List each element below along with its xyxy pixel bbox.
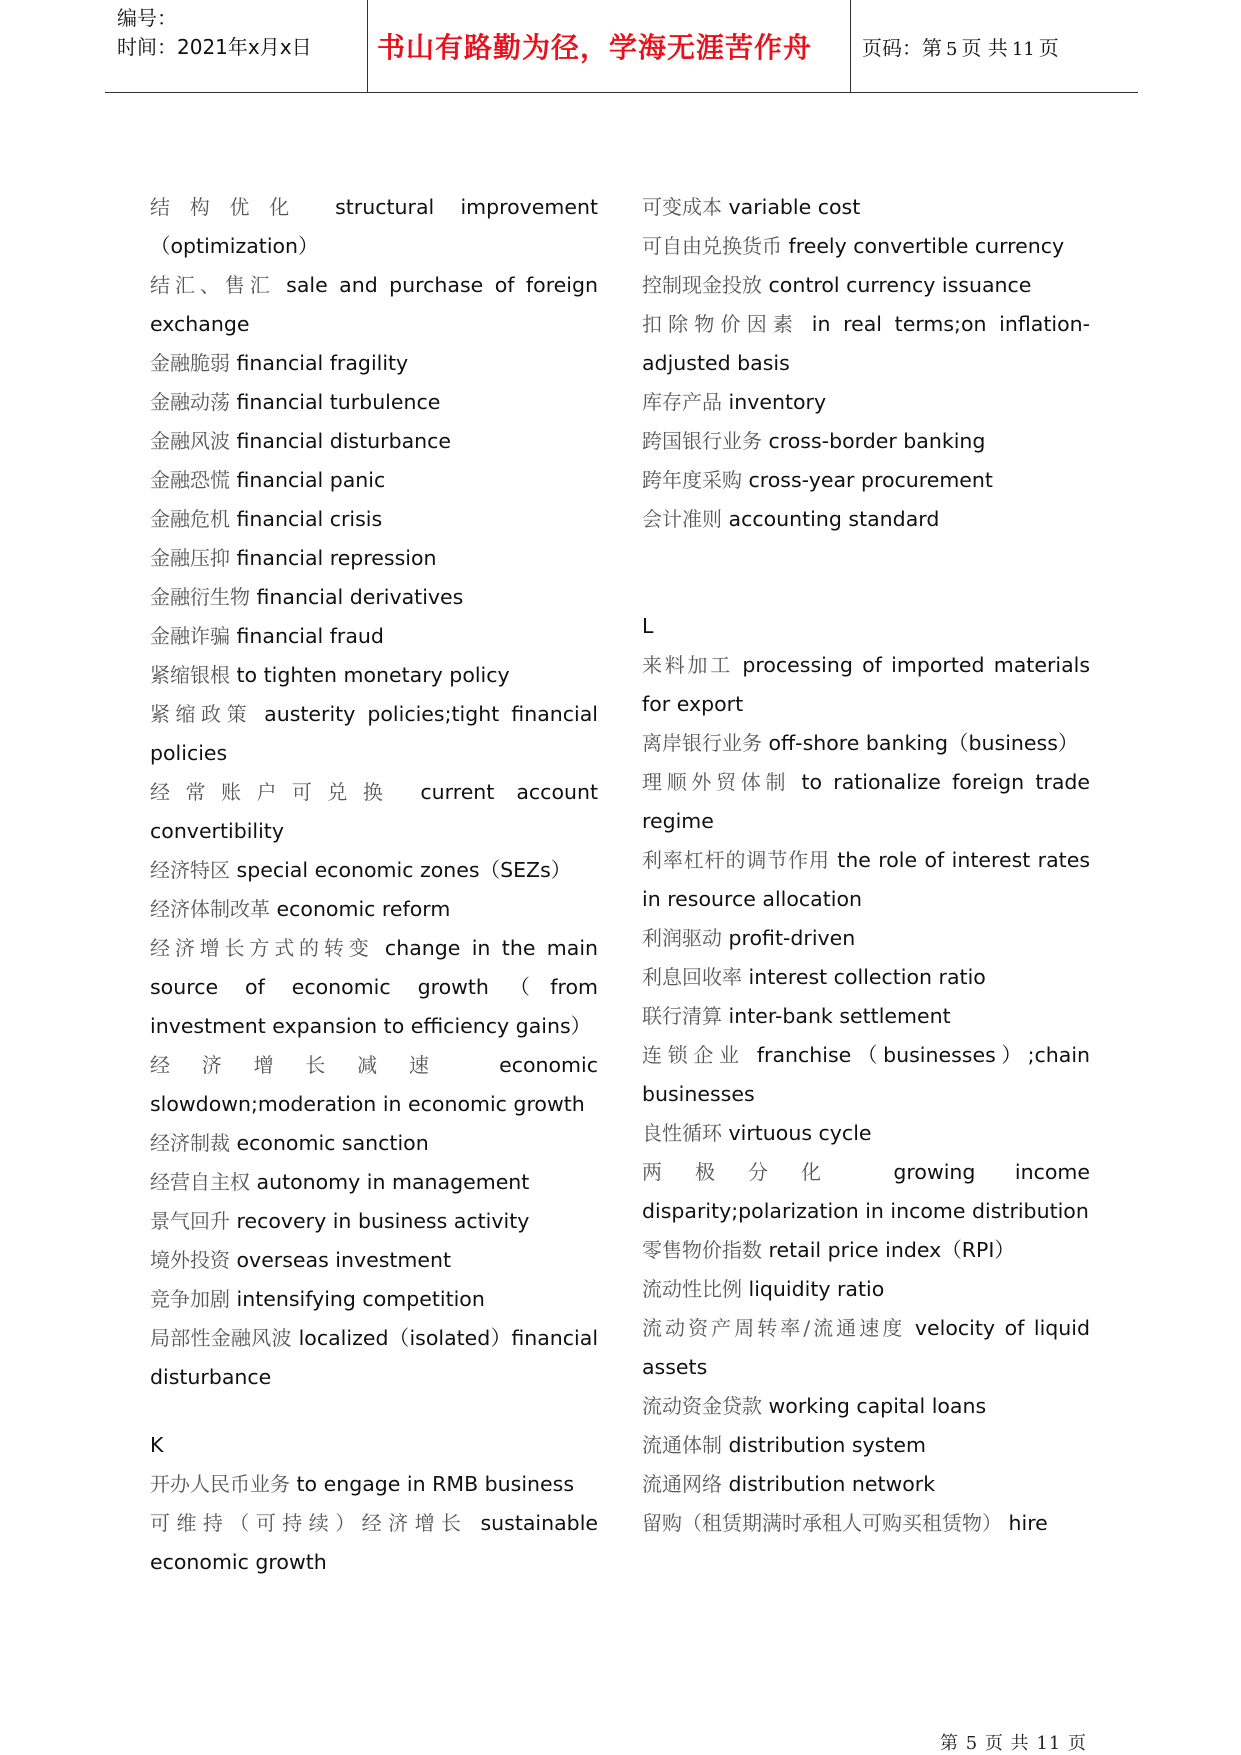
term-chinese: 零售物价指数 (642, 1238, 762, 1262)
glossary-entry (642, 266, 1090, 305)
glossary-entry (150, 500, 598, 539)
glossary-entry (150, 1241, 598, 1280)
term-english: in real terms;on inflation-adjusted basis (642, 312, 1091, 375)
page-footer (940, 1729, 1087, 1755)
glossary-entry (642, 500, 1090, 539)
term-english: freely convertible currency (782, 234, 1065, 258)
term-chinese: 局部性金融风波 (150, 1326, 292, 1350)
term-chinese: 利率杠杆的调节作用 (642, 848, 830, 872)
term-chinese: 经济制裁 (150, 1131, 230, 1155)
term-english: sustainable economic growth (150, 1511, 598, 1574)
term-english: economic slowdown;moderation in economic growth (150, 1053, 598, 1116)
term-chinese: 紧缩政策 (150, 702, 253, 726)
term-chinese: 金融风波 (150, 429, 230, 453)
term-english: distribution system (722, 1433, 926, 1457)
glossary-entry (150, 656, 598, 695)
glossary-entry (150, 929, 598, 1046)
page-label-suffix: 页 (1038, 36, 1059, 60)
glossary-entry (642, 305, 1090, 383)
glossary-entry (642, 1231, 1090, 1270)
glossary-entry (150, 1465, 598, 1504)
glossary-entry (642, 188, 1090, 227)
term-english: distribution network (722, 1472, 936, 1496)
term-chinese: 经济增长减速 (150, 1053, 461, 1077)
section-gap (150, 1397, 598, 1426)
term-english: inventory (722, 390, 827, 414)
term-chinese: 跨国银行业务 (642, 429, 762, 453)
term-chinese: 金融危机 (150, 507, 230, 531)
header-motto: 书山有路勤为径，学海无涯苦作舟 (377, 31, 813, 64)
term-chinese: 经常账户可兑换 (150, 780, 399, 804)
right-entry-list (642, 188, 1090, 539)
l-entry-list (642, 646, 1090, 1543)
section-gap (642, 539, 1090, 607)
footer-suffix: 页 (1068, 1733, 1088, 1754)
term-english: virtuous cycle (722, 1121, 872, 1145)
glossary-entry (150, 1280, 598, 1319)
glossary-entry (150, 851, 598, 890)
term-chinese: 经济体制改革 (150, 897, 270, 921)
term-english: working capital loans (762, 1394, 987, 1418)
term-english: economic sanction (230, 1131, 429, 1155)
term-english: off-shore banking（business） (762, 731, 1079, 755)
term-english: financial derivatives (250, 585, 464, 609)
glossary-entry (642, 1426, 1090, 1465)
term-chinese: 利润驱动 (642, 926, 722, 950)
term-english: processing of imported materials for export (642, 653, 1091, 716)
term-english: the role of interest rates in resource allocation (642, 848, 1091, 911)
term-english: recovery in business activity (230, 1209, 530, 1233)
page-header (105, 0, 1138, 93)
term-chinese: 可自由兑换货币 (642, 234, 782, 258)
glossary-entry (150, 773, 598, 851)
glossary-entry (642, 1387, 1090, 1426)
glossary-entry (150, 890, 598, 929)
term-english: financial repression (230, 546, 437, 570)
term-chinese: 流通网络 (642, 1472, 722, 1496)
document-time-label: 时间：2021年x月x日 (117, 35, 312, 59)
term-chinese: 流动资金贷款 (642, 1394, 762, 1418)
glossary-entry (642, 1114, 1090, 1153)
term-english: financial turbulence (230, 390, 441, 414)
term-english: interest collection ratio (742, 965, 986, 989)
term-chinese: 跨年度采购 (642, 468, 742, 492)
term-chinese: 金融诈骗 (150, 624, 230, 648)
page-label-mid: 页 共 (961, 36, 1008, 60)
term-chinese: 结构优化 (150, 195, 309, 219)
term-chinese: 金融动荡 (150, 390, 230, 414)
glossary-entry (150, 539, 598, 578)
term-english: franchise（businesses）;chain businesses (642, 1043, 1091, 1106)
section-letter-k: K (150, 1433, 164, 1457)
term-chinese: 两极分化 (642, 1160, 854, 1184)
left-entry-list (150, 188, 598, 1397)
term-chinese: 经营自主权 (150, 1170, 250, 1194)
glossary-entry (642, 1309, 1090, 1387)
glossary-entry (642, 461, 1090, 500)
section-letter-l: L (642, 614, 654, 638)
glossary-entry (150, 461, 598, 500)
glossary-entry (150, 344, 598, 383)
glossary-entry (642, 646, 1090, 724)
glossary-entry (150, 1319, 598, 1397)
term-chinese: 金融脆弱 (150, 351, 230, 375)
term-chinese: 流动资产周转率/流通速度 (642, 1316, 906, 1340)
term-chinese: 扣除物价因素 (642, 312, 800, 336)
term-chinese: 理顺外贸体制 (642, 770, 791, 794)
glossary-entry (150, 1202, 598, 1241)
header-meta (117, 4, 312, 62)
glossary-entry (150, 1163, 598, 1202)
term-english: financial disturbance (230, 429, 452, 453)
term-english: special economic zones（SEZs） (230, 858, 572, 882)
page-total: 11 (1011, 39, 1035, 60)
glossary-entry (150, 422, 598, 461)
glossary-entry (642, 1504, 1090, 1543)
glossary-entry (150, 695, 598, 773)
term-english: to rationalize foreign trade regime (642, 770, 1091, 833)
glossary-entry (150, 266, 598, 344)
term-chinese: 金融衍生物 (150, 585, 250, 609)
term-chinese: 经济特区 (150, 858, 230, 882)
term-chinese: 经济增长方式的转变 (150, 936, 374, 960)
term-english: structural improvement（optimization） (150, 195, 599, 258)
term-chinese: 库存产品 (642, 390, 722, 414)
term-chinese: 利息回收率 (642, 965, 742, 989)
term-english: accounting standard (722, 507, 940, 531)
term-chinese: 竞争加剧 (150, 1287, 230, 1311)
header-page-number (862, 32, 1059, 61)
term-chinese: 紧缩银根 (150, 663, 230, 687)
glossary-entry (150, 1504, 598, 1582)
term-english: financial fragility (230, 351, 409, 375)
glossary-entry (642, 724, 1090, 763)
page-current: 5 (946, 39, 958, 60)
term-english: change in the main source of economic growth（from investment expansion to efficiency gains） (150, 936, 599, 1038)
glossary-entry (150, 1046, 598, 1124)
term-english: financial fraud (230, 624, 384, 648)
term-chinese: 境外投资 (150, 1248, 230, 1272)
term-english: to engage in RMB business (290, 1472, 574, 1496)
glossary-entry (642, 1270, 1090, 1309)
header-bottom-rule (105, 92, 1138, 93)
glossary-entry (642, 958, 1090, 997)
footer-mid: 页 共 (984, 1733, 1030, 1754)
term-english: velocity of liquid assets (642, 1316, 1091, 1379)
term-english: cross-border banking (762, 429, 986, 453)
glossary-entry (150, 578, 598, 617)
term-english: growing income disparity;polarization in income distribution (642, 1160, 1090, 1223)
glossary-entry (642, 919, 1090, 958)
left-column (150, 188, 598, 1582)
term-english: autonomy in management (250, 1170, 530, 1194)
term-chinese: 良性循环 (642, 1121, 722, 1145)
footer-current: 5 (965, 1733, 979, 1754)
term-chinese: 留购（租赁期满时承租人可购买租赁物） (642, 1511, 1002, 1535)
term-chinese: 连锁企业 (642, 1043, 745, 1067)
term-english: inter-bank settlement (722, 1004, 951, 1028)
glossary-entry (150, 1124, 598, 1163)
term-chinese: 金融压抑 (150, 546, 230, 570)
glossary-entry (150, 383, 598, 422)
term-english: hire (1002, 1511, 1048, 1535)
glossary-entry (642, 997, 1090, 1036)
k-entry-list (150, 1465, 598, 1582)
glossary-entry (642, 1153, 1090, 1231)
glossary-entry (642, 763, 1090, 841)
term-english: financial crisis (230, 507, 383, 531)
term-chinese: 金融恐慌 (150, 468, 230, 492)
term-english: intensifying competition (230, 1287, 485, 1311)
document-number-label: 编号： (117, 6, 177, 30)
term-chinese: 开办人民币业务 (150, 1472, 290, 1496)
term-english: to tighten monetary policy (230, 663, 510, 687)
term-english: variable cost (722, 195, 861, 219)
footer-total: 11 (1036, 1733, 1062, 1754)
term-chinese: 流通体制 (642, 1433, 722, 1457)
term-english: liquidity ratio (742, 1277, 885, 1301)
glossary-entry (642, 227, 1090, 266)
page-label-prefix: 页码：第 (862, 36, 942, 60)
glossary-entry (642, 1036, 1090, 1114)
term-chinese: 结汇、售汇 (150, 273, 275, 297)
term-english: profit-driven (722, 926, 856, 950)
term-english: overseas investment (230, 1248, 452, 1272)
glossary-entry (150, 188, 598, 266)
term-english: localized（isolated）financial disturbance (150, 1326, 599, 1389)
term-english: austerity policies;tight financial policies (150, 702, 598, 765)
term-english: current account convertibility (150, 780, 599, 843)
term-english: economic reform (270, 897, 451, 921)
term-chinese: 离岸银行业务 (642, 731, 762, 755)
term-chinese: 控制现金投放 (642, 273, 762, 297)
term-chinese: 可变成本 (642, 195, 722, 219)
glossary-entry (642, 422, 1090, 461)
term-chinese: 会计准则 (642, 507, 722, 531)
glossary-entry (150, 617, 598, 656)
right-column (642, 188, 1090, 1543)
term-chinese: 联行清算 (642, 1004, 722, 1028)
term-chinese: 流动性比例 (642, 1277, 742, 1301)
glossary-entry (642, 841, 1090, 919)
term-english: sale and purchase of foreign exchange (150, 273, 598, 336)
footer-prefix: 第 (940, 1733, 959, 1754)
glossary-entry (642, 383, 1090, 422)
glossary-entry (642, 1465, 1090, 1504)
term-english: cross-year procurement (742, 468, 993, 492)
term-chinese: 景气回升 (150, 1209, 230, 1233)
term-chinese: 来料加工 (642, 653, 734, 677)
term-chinese: 可维持（可持续）经济增长 (150, 1511, 468, 1535)
term-english: control currency issuance (762, 273, 1032, 297)
term-english: retail price index（RPI） (762, 1238, 1015, 1262)
term-english: financial panic (230, 468, 386, 492)
